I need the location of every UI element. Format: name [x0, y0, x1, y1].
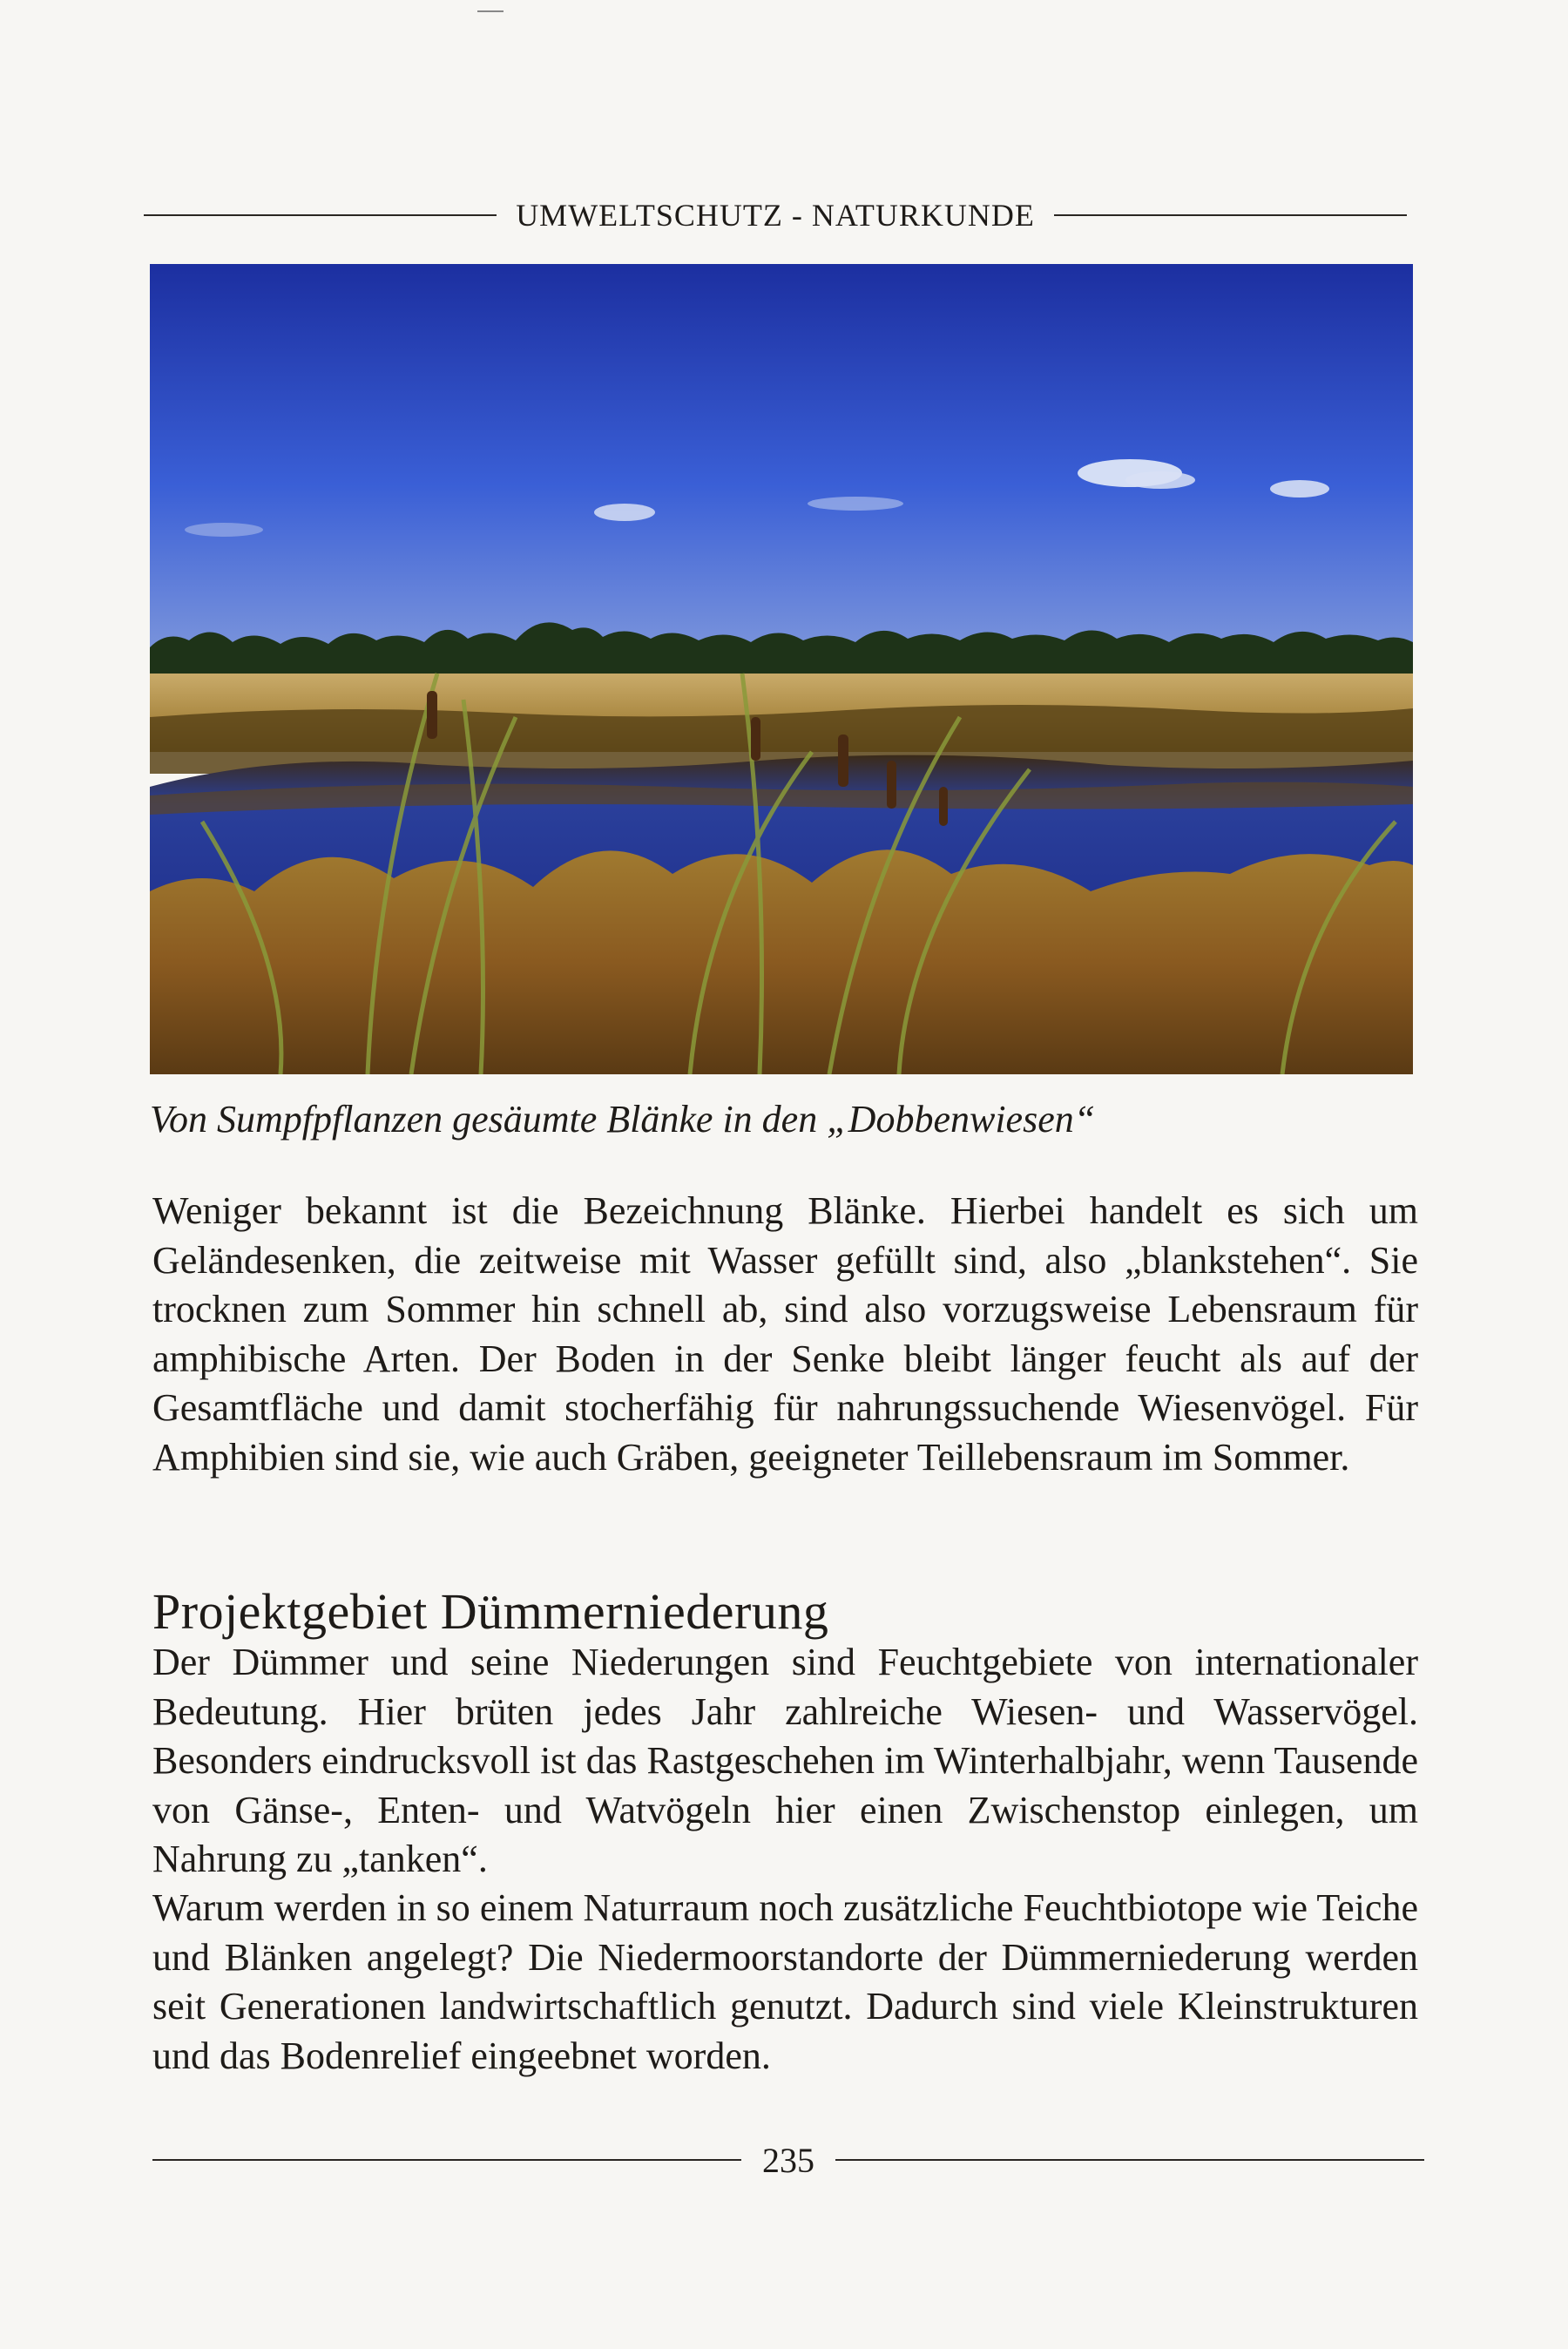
running-header	[144, 193, 1407, 237]
wetland-photo	[150, 264, 1413, 1074]
page-footer	[152, 2138, 1424, 2182]
footer-rule-right	[835, 2159, 1424, 2161]
body-paragraph-feuchtbiotope: Warum werden in so einem Naturraum noch zusätzliche Feuchtbiotope wie Teiche und Blänken angelegt? Die Niedermoorstandorte der Dümmerniederung werden seit Generationen landwirtschaftlich genutzt. Dadurch sind viele Kleinstrukturen und das Bodenrelief eingeebnet worden.	[152, 1886, 1418, 2077]
section-heading: Projektgebiet Dümmerniederung	[152, 1583, 829, 1640]
page-number: 235	[762, 2140, 814, 2180]
running-title: UMWELTSCHUTZ - NATURKUNDE	[516, 198, 1035, 233]
header-rule-right	[1054, 214, 1407, 216]
figure-caption: Von Sumpfpflanzen gesäumte Blänke in den „Dobbenwiesen“	[150, 1098, 1096, 1141]
footer-rule-left	[152, 2159, 741, 2161]
header-rule-left	[144, 214, 497, 216]
body-paragraph-duemmer: Der Dümmer und seine Niederungen sind Feuchtgebiete von internationaler Bedeutung. Hier brüten jedes Jahr zahlreiche Wiesen- und Wasservögel. Besonders eindrucksvoll ist das Rastgeschehen im Winterhalbjahr, wenn Tausende von Gänse-, Enten- und Watvögeln hier einen Zwischenstop einlegen, um Nahrung zu „tanken“.	[152, 1641, 1418, 1880]
body-paragraph-blaenke: Weniger bekannt ist die Bezeichnung Blänke. Hierbei handelt es sich um Geländesenken, die zeitweise mit Wasser gefüllt sind, also „blankstehen“. Sie trocknen zum Sommer hin schnell ab, sind also vorzugsweise Lebensraum für amphibische Arten. Der Boden in der Senke bleibt länger feucht als auf der Gesamtfläche und damit stocherfähig für nahrungssuchende Wiesenvögel. Für Amphibien sind sie, wie auch Gräben, geeigneter Teillebensraum im Sommer.	[152, 1189, 1418, 1479]
page-edge-mark	[477, 10, 504, 12]
